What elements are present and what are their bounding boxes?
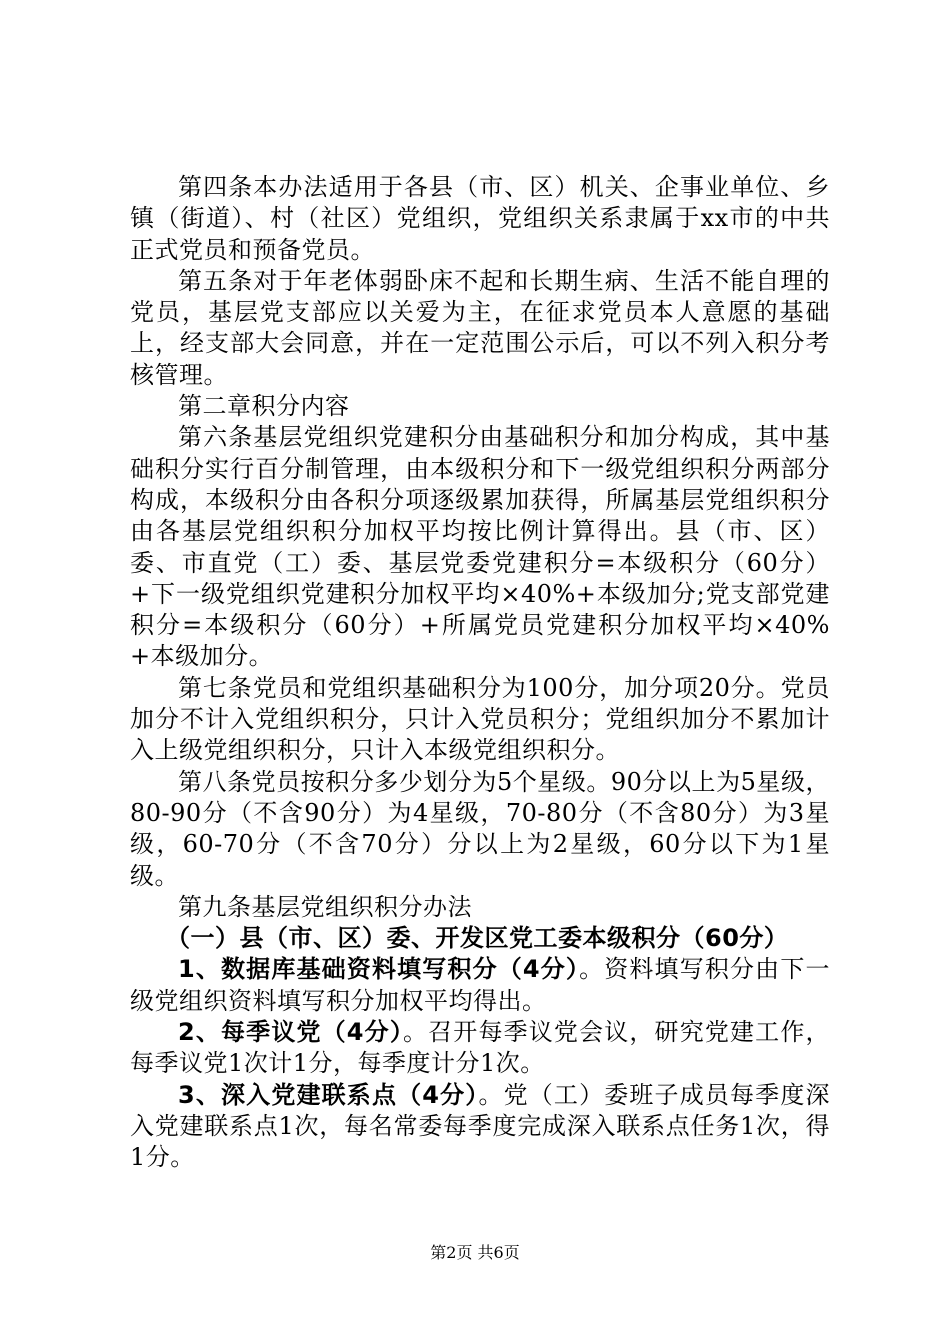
item-2-body: 。召开每季议党会议，研究党建工作，每季议党1次计1分，每季度计分1次。 (130, 1018, 831, 1078)
article-7-paragraph: 第七条党员和党组织基础积分为100分，加分项20分。党员加分不计入党组织积分，只计入党员积分；党组织加分不累加计入上级党组织积分，只计入本级党组织积分。 (130, 673, 830, 765)
article-5-paragraph: 第五条对于年老体弱卧床不起和长期生病、生活不能自理的党员，基层党支部应以关爱为主，在征求党员本人意愿的基础上，经支部大会同意，并在一定范围公示后，可以不列入积分考核管理。 (130, 266, 830, 389)
chapter-2-heading: 第二章积分内容 (178, 392, 350, 421)
item-2-heading: 2、每季议党（4分） (178, 1018, 403, 1047)
item-2-paragraph (130, 1017, 830, 1080)
article-9-paragraph: 第九条基层党组织积分办法 (178, 892, 472, 921)
item-1-body: 。资料填写积分由下一级党组织资料填写积分加权平均得出。 (130, 955, 830, 1015)
article-6-paragraph: 第六条基层党组织党建积分由基础积分和加分构成，其中基础积分实行百分制管理，由本级积分和下一级党组织积分两部分构成，本级积分由各积分项逐级累加获得，所属基层党组织积分由各基层党组织积分加权平均按比例计算得出。县（市、区）委、市直党（工）委、基层党委党建积分=本级积分（60分）+下一级党组织党建积分加权平均×40%+本级加分;党支部党建积分=本级积分（60分）+所属党员党建积分加权平均×40%+本级加分。 (130, 423, 830, 671)
item-3-paragraph (130, 1080, 830, 1174)
item-1-heading: 1、数据库基础资料填写积分（4分） (178, 955, 580, 984)
page-footer: 第2页 共6页 (430, 1243, 520, 1262)
section-heading: （一）县（市、区）委、开发区党工委本级积分（60分） (166, 924, 789, 953)
article-8-paragraph: 第八条党员按积分多少划分为5个星级。90分以上为5星级，80-90分（不含90分）为4星级，70-80分（不含80分）为3星级，60-70分（不含70分）分以上为2星级，60分以下为1星级。 (130, 767, 830, 890)
item-1-paragraph (130, 954, 830, 1017)
article-4-paragraph: 第四条本办法适用于各县（市、区）机关、企事业单位、乡镇（街道）、村（社区）党组织，党组织关系隶属于xx市的中共正式党员和预备党员。 (130, 173, 830, 264)
item-3-heading: 3、深入党建联系点（4分） (178, 1080, 479, 1109)
item-3-body: 。党（工）委班子成员每季度深入党建联系点1次，每名常委每季度完成深入联系点任务1次，得1分。 (130, 1080, 830, 1172)
document-body (130, 172, 830, 1174)
